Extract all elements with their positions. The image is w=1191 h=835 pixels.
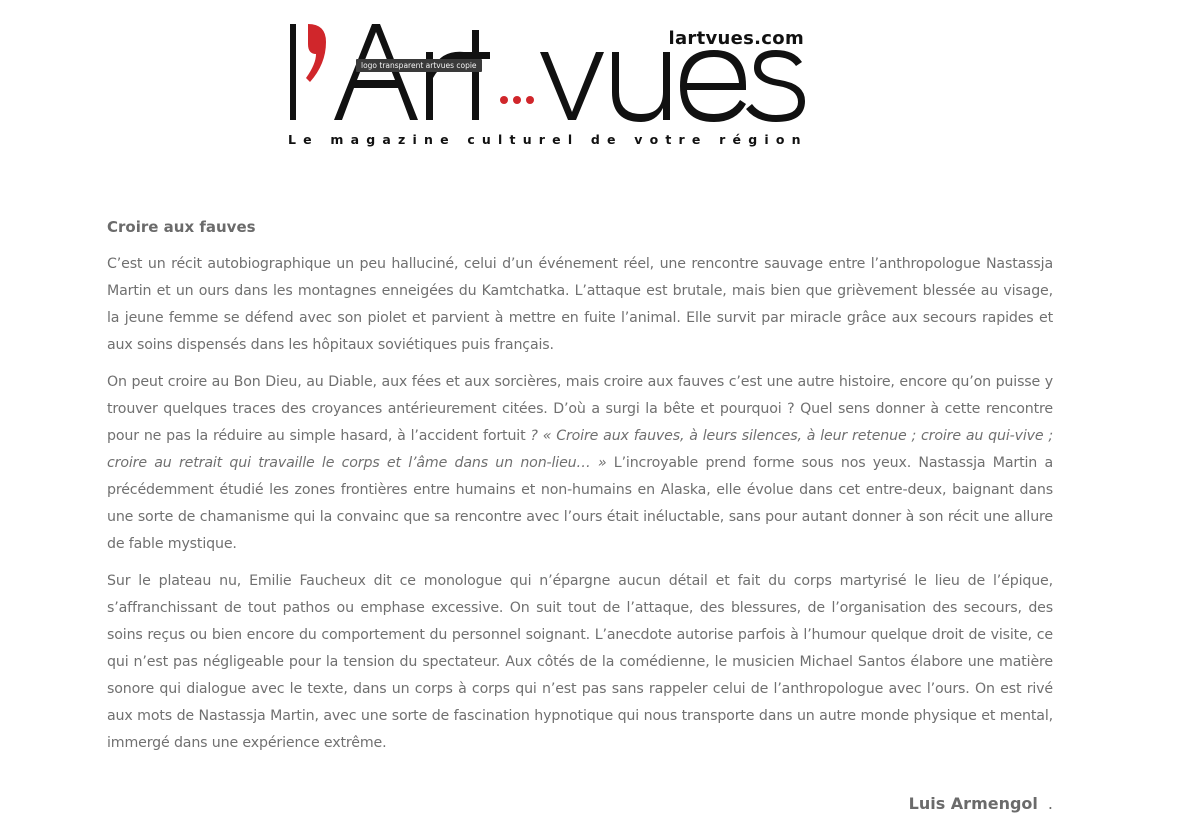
logo-tooltip: logo transparent artvues copie — [356, 59, 482, 72]
article-paragraph-1: C’est un récit autobiographique un peu halluciné, celui d’un événement réel, une rencontre sauvage entre l’anthropologue Nastassja Martin et un ours dans les montagnes enneigées du Kamtchatka. L’attaque est brutale, mais bien que grièvement blessée au visage, la jeune femme se défend avec son piolet et parvient à mettre en fuite l’animal. Elle survit par miracle grâce aux secours rapides et aux soins dispensés dans les hôpitaux soviétiques puis français. — [107, 256, 1053, 353]
paragraph-2-text-before: On peut croire au Bon Dieu, au Diable, aux fées et aux sorcières, mais croire aux fauves c’est une autre histoire, encore qu’on puisse y trouver quelques traces des croyances antérieurement citées. D’où a surgi la bête et pourquoi ? Quel sens donner à cette rencontre pour ne pas la réduire au simple hasard, à l’accident fortuit — [107, 374, 1053, 444]
logo-tagline: Le magazine culturel de votre région — [288, 132, 808, 147]
paragraph-2-text-after: L’incroyable prend forme sous nos yeux. Nastassja Martin a précédemment étudié les zones frontières entre humains et non-humains en Alaska, elle évolue dans cet entre-deux, baignant dans une sorte de chamanisme qui la convainc que sa rencontre avec l’ours était inéluctable, sans pour autant donner à son récit une allure de fable mystique. — [107, 455, 1053, 552]
logo-site-url: lartvues.com — [668, 28, 804, 49]
article-author — [909, 794, 1053, 813]
article-paragraph-3: Sur le plateau nu, Emilie Faucheux dit ce monologue qui n’épargne aucun détail et fait du corps martyrisé le lieu de l’épique, s’affranchissant de tout pathos ou emphase excessive. On suit tout de l’attaque, des blessures, de l’organisation des secours, des soins reçus ou bien encore du comportement du personnel soignant. L’anecdote autorise parfois à l’humour quelque droit de visite, ce qui n’est pas négligeable pour la tension du spectateur. Aux côtés de la comédienne, le musicien Michael Santos élabore une matière sonore qui dialogue avec le texte, dans un corps à corps qui n’est pas sans rappeler celui de l’anthropologue avec l’ours. On est rivé aux mots de Nastassja Martin, avec une sorte de fascination hypnotique qui nous transporte dans un autre monde physique et mental, immergé dans une expérience extrême. — [107, 573, 1053, 751]
article-title: Croire aux fauves — [107, 218, 256, 236]
article — [107, 216, 1053, 813]
article-paragraph-2 — [107, 369, 1053, 558]
author-trailing-dot: . — [1047, 794, 1053, 813]
paragraph-2-quote: ? « Croire aux fauves, à leurs silences, à leur retenue ; croire au qui-vive ; croire au retrait qui travaille le corps et l’âme dans un non-lieu… » — [107, 428, 1053, 471]
author-name: Luis Armengol — [908, 794, 1038, 813]
site-logo[interactable] — [286, 12, 816, 160]
